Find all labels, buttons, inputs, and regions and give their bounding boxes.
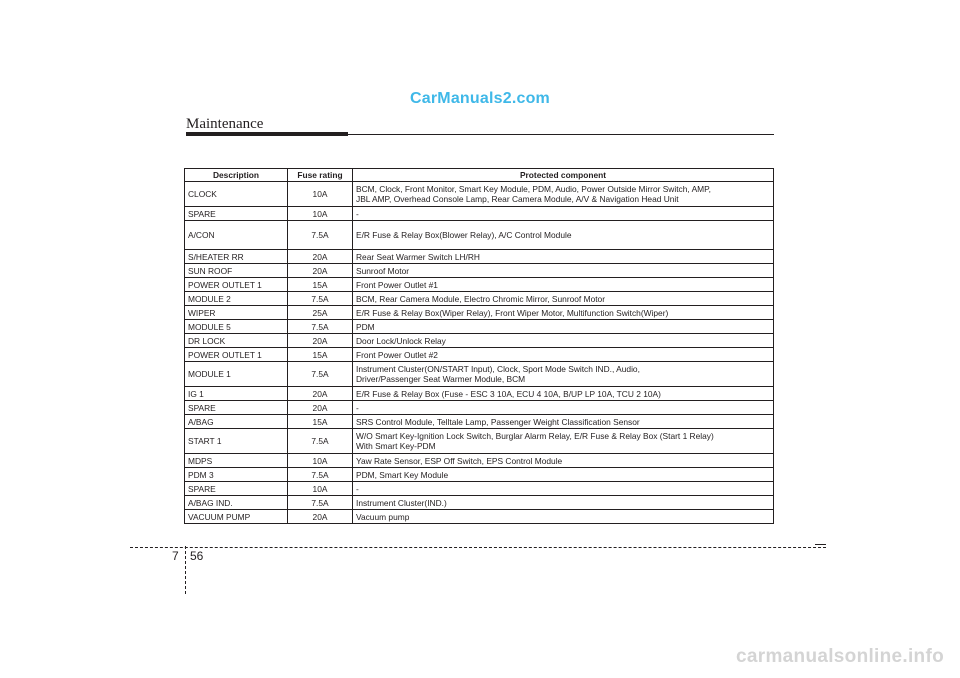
component-line: BCM, Rear Camera Module, Electro Chromic Mirror, Sunroof Motor bbox=[356, 293, 605, 304]
component-line: With Smart Key-PDM bbox=[356, 441, 436, 451]
cell-protected-component bbox=[353, 415, 774, 429]
cell-fuse-rating: 20A bbox=[288, 387, 353, 401]
cell-protected-component bbox=[353, 454, 774, 468]
cell-description: SPARE bbox=[185, 207, 288, 221]
table-row bbox=[185, 278, 774, 292]
table-row bbox=[185, 429, 774, 454]
cell-fuse-rating: 10A bbox=[288, 482, 353, 496]
table-row bbox=[185, 320, 774, 334]
cell-description: MDPS bbox=[185, 454, 288, 468]
cell-fuse-rating: 7.5A bbox=[288, 292, 353, 306]
cell-description: SUN ROOF bbox=[185, 264, 288, 278]
table-row bbox=[185, 348, 774, 362]
table-row bbox=[185, 415, 774, 429]
component-line: Door Lock/Unlock Relay bbox=[356, 335, 446, 346]
cell-fuse-rating: 20A bbox=[288, 510, 353, 524]
cell-protected-component bbox=[353, 429, 774, 454]
cell-fuse-rating: 7.5A bbox=[288, 496, 353, 510]
component-line: E/R Fuse & Relay Box(Wiper Relay), Front Wiper Motor, Multifunction Switch(Wiper) bbox=[356, 307, 669, 318]
table-row bbox=[185, 401, 774, 415]
cell-protected-component bbox=[353, 182, 774, 207]
cell-description: WIPER bbox=[185, 306, 288, 320]
cell-protected-component bbox=[353, 306, 774, 320]
component-line: PDM, Smart Key Module bbox=[356, 469, 449, 480]
cell-description: START 1 bbox=[185, 429, 288, 454]
fuse-table bbox=[184, 168, 774, 524]
cell-fuse-rating: 20A bbox=[288, 250, 353, 264]
component-line: W/O Smart Key-Ignition Lock Switch, Burglar Alarm Relay, E/R Fuse & Relay Box (Start 1 Relay) bbox=[356, 431, 714, 441]
cell-fuse-rating: 15A bbox=[288, 415, 353, 429]
cell-description: S/HEATER RR bbox=[185, 250, 288, 264]
component-line: Instrument Cluster(ON/START Input), Clock, Sport Mode Switch IND., Audio, bbox=[356, 364, 640, 374]
header-rule-thin bbox=[348, 134, 774, 135]
table-row bbox=[185, 482, 774, 496]
table-row bbox=[185, 468, 774, 482]
cell-description: A/BAG IND. bbox=[185, 496, 288, 510]
cell-fuse-rating: 20A bbox=[288, 264, 353, 278]
cell-fuse-rating: 7.5A bbox=[288, 320, 353, 334]
cell-description: SPARE bbox=[185, 482, 288, 496]
component-line: Sunroof Motor bbox=[356, 265, 410, 276]
cell-fuse-rating: 20A bbox=[288, 334, 353, 348]
fuse-table-body bbox=[185, 182, 774, 524]
cell-protected-component bbox=[353, 221, 774, 250]
watermark-top: CarManuals2.com bbox=[410, 90, 550, 107]
table-row bbox=[185, 207, 774, 221]
cell-description: A/CON bbox=[185, 221, 288, 250]
cell-fuse-rating: 25A bbox=[288, 306, 353, 320]
table-row bbox=[185, 454, 774, 468]
cell-description: MODULE 5 bbox=[185, 320, 288, 334]
table-row bbox=[185, 496, 774, 510]
component-line: PDM bbox=[356, 321, 375, 332]
header-rule-thick bbox=[186, 132, 348, 136]
header-description: Description bbox=[185, 169, 288, 182]
component-line: Driver/Passenger Seat Warmer Module, BCM bbox=[356, 374, 526, 384]
component-line: Front Power Outlet #1 bbox=[356, 279, 438, 290]
cell-fuse-rating: 7.5A bbox=[288, 468, 353, 482]
cell-protected-component bbox=[353, 401, 774, 415]
cell-protected-component bbox=[353, 387, 774, 401]
footer-dashed-divider bbox=[185, 546, 186, 594]
cell-description: MODULE 1 bbox=[185, 362, 288, 387]
component-line: JBL AMP, Overhead Console Lamp, Rear Camera Module, A/V & Navigation Head Unit bbox=[356, 194, 679, 204]
component-line: Yaw Rate Sensor, ESP Off Switch, EPS Control Module bbox=[356, 455, 563, 466]
cell-fuse-rating: 20A bbox=[288, 401, 353, 415]
cell-protected-component bbox=[353, 250, 774, 264]
cell-fuse-rating: 15A bbox=[288, 348, 353, 362]
watermark-bottom: carmanualsonline.info bbox=[736, 646, 944, 667]
component-line: - bbox=[356, 208, 359, 219]
component-line: Rear Seat Warmer Switch LH/RH bbox=[356, 251, 480, 262]
cell-fuse-rating: 10A bbox=[288, 454, 353, 468]
cell-protected-component bbox=[353, 292, 774, 306]
section-title: Maintenance bbox=[186, 116, 264, 132]
cell-fuse-rating: 7.5A bbox=[288, 362, 353, 387]
cell-fuse-rating: 10A bbox=[288, 207, 353, 221]
cell-description: DR LOCK bbox=[185, 334, 288, 348]
cell-description: MODULE 2 bbox=[185, 292, 288, 306]
cell-protected-component bbox=[353, 334, 774, 348]
page-number: 56 bbox=[190, 549, 204, 563]
table-row bbox=[185, 510, 774, 524]
table-row bbox=[185, 264, 774, 278]
table-row bbox=[185, 250, 774, 264]
cell-description: CLOCK bbox=[185, 182, 288, 207]
cell-protected-component bbox=[353, 510, 774, 524]
component-line: E/R Fuse & Relay Box (Fuse - ESC 3 10A, ECU 4 10A, B/UP LP 10A, TCU 2 10A) bbox=[356, 388, 661, 399]
cell-fuse-rating: 7.5A bbox=[288, 221, 353, 250]
component-line: - bbox=[356, 402, 359, 413]
footer-dashed-rule bbox=[130, 547, 826, 548]
cell-protected-component bbox=[353, 468, 774, 482]
table-row bbox=[185, 292, 774, 306]
cell-description: A/BAG bbox=[185, 415, 288, 429]
cell-protected-component bbox=[353, 264, 774, 278]
table-row bbox=[185, 387, 774, 401]
component-line: E/R Fuse & Relay Box(Blower Relay), A/C Control Module bbox=[356, 230, 572, 240]
cell-description: IG 1 bbox=[185, 387, 288, 401]
cell-fuse-rating: 7.5A bbox=[288, 429, 353, 454]
cell-description: VACUUM PUMP bbox=[185, 510, 288, 524]
header-fuse-rating: Fuse rating bbox=[288, 169, 353, 182]
footer-end-tick bbox=[815, 544, 826, 545]
table-row bbox=[185, 306, 774, 320]
cell-protected-component bbox=[353, 207, 774, 221]
component-line: Vacuum pump bbox=[356, 511, 410, 522]
component-line: - bbox=[356, 483, 359, 494]
component-line: SRS Control Module, Telltale Lamp, Passenger Weight Classification Sensor bbox=[356, 416, 640, 427]
table-row bbox=[185, 221, 774, 250]
cell-fuse-rating: 15A bbox=[288, 278, 353, 292]
cell-fuse-rating: 10A bbox=[288, 182, 353, 207]
table-row bbox=[185, 334, 774, 348]
table-header-row bbox=[185, 169, 774, 182]
table-row bbox=[185, 182, 774, 207]
component-line: Instrument Cluster(IND.) bbox=[356, 497, 447, 508]
cell-description: SPARE bbox=[185, 401, 288, 415]
component-line: Front Power Outlet #2 bbox=[356, 349, 438, 360]
cell-protected-component bbox=[353, 348, 774, 362]
cell-protected-component bbox=[353, 496, 774, 510]
cell-description: POWER OUTLET 1 bbox=[185, 348, 288, 362]
page-chapter: 7 bbox=[172, 549, 179, 563]
cell-protected-component bbox=[353, 362, 774, 387]
cell-protected-component bbox=[353, 482, 774, 496]
table-row bbox=[185, 362, 774, 387]
cell-description: PDM 3 bbox=[185, 468, 288, 482]
component-line: BCM, Clock, Front Monitor, Smart Key Module, PDM, Audio, Power Outside Mirror Switch, AMP, bbox=[356, 184, 711, 194]
cell-description: POWER OUTLET 1 bbox=[185, 278, 288, 292]
cell-protected-component bbox=[353, 320, 774, 334]
cell-protected-component bbox=[353, 278, 774, 292]
header-protected-component: Protected component bbox=[353, 169, 774, 182]
